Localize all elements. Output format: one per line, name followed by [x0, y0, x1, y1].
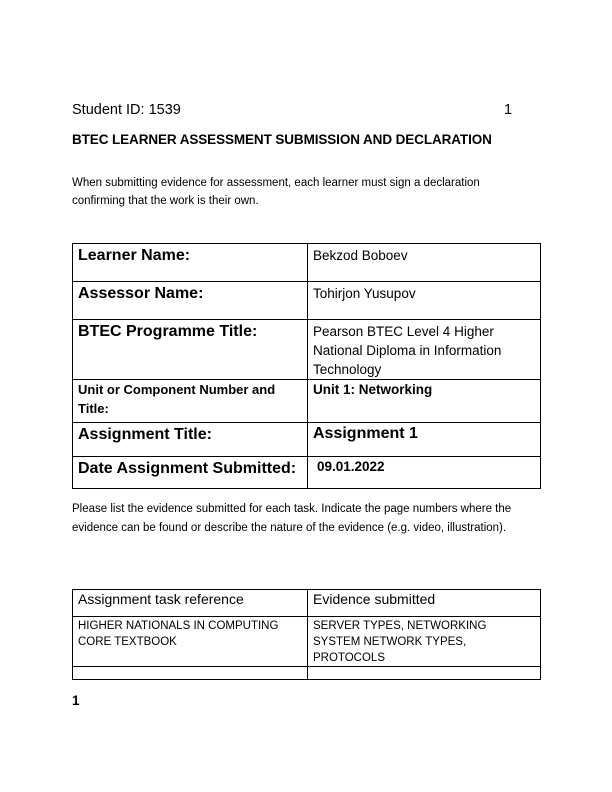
table-row — [73, 423, 541, 457]
table-row — [73, 320, 541, 380]
table-row — [73, 282, 541, 320]
unit-label: Unit or Component Number and Title: — [73, 380, 308, 423]
evidence-cell — [308, 667, 541, 680]
intro-paragraph: When submitting evidence for assessment, each learner must sign a declaration confirming that the work is their own. — [72, 177, 480, 207]
table-header-row — [73, 590, 541, 617]
assignment-title-label: Assignment Title: — [73, 423, 308, 457]
date-submitted-value: 09.01.2022 — [308, 457, 541, 489]
programme-title-value: Pearson BTEC Level 4 Higher National Diploma in Information Technology — [308, 320, 541, 380]
task-reference-cell: HIGHER NATIONALS IN COMPUTING CORE TEXTBOOK — [73, 617, 308, 667]
evidence-instructions: Please list the evidence submitted for each task. Indicate the page numbers where the evidence can be found or describe the nature of the evidence (e.g. video, illustration). — [72, 503, 512, 534]
evidence-table — [72, 589, 541, 680]
learner-name-value: Bekzod Boboev — [308, 244, 541, 282]
task-reference-cell — [73, 667, 308, 680]
table-row — [73, 457, 541, 489]
date-submitted-label: Date Assignment Submitted: — [73, 457, 308, 489]
page-number-footer: 1 — [72, 693, 80, 708]
declaration-table — [72, 243, 541, 489]
student-id: Student ID: 1539 — [72, 102, 181, 118]
page-title: BTEC LEARNER ASSESSMENT SUBMISSION AND DECLARATION — [72, 132, 492, 147]
column-header-evidence: Evidence submitted — [308, 590, 541, 617]
assessor-name-value: Tohirjon Yusupov — [308, 282, 541, 320]
table-row — [73, 380, 541, 423]
table-row — [73, 244, 541, 282]
table-row — [73, 667, 541, 680]
assignment-title-value: Assignment 1 — [308, 423, 541, 457]
assessor-name-label: Assessor Name: — [73, 282, 308, 320]
unit-value: Unit 1: Networking — [308, 380, 541, 423]
table-row — [73, 617, 541, 667]
column-header-task-reference: Assignment task reference — [73, 590, 308, 617]
page-number-header: 1 — [504, 102, 513, 118]
evidence-cell: SERVER TYPES, NETWORKING SYSTEM NETWORK TYPES, PROTOCOLS — [308, 617, 541, 667]
programme-title-label: BTEC Programme Title: — [73, 320, 308, 380]
learner-name-label: Learner Name: — [73, 244, 308, 282]
